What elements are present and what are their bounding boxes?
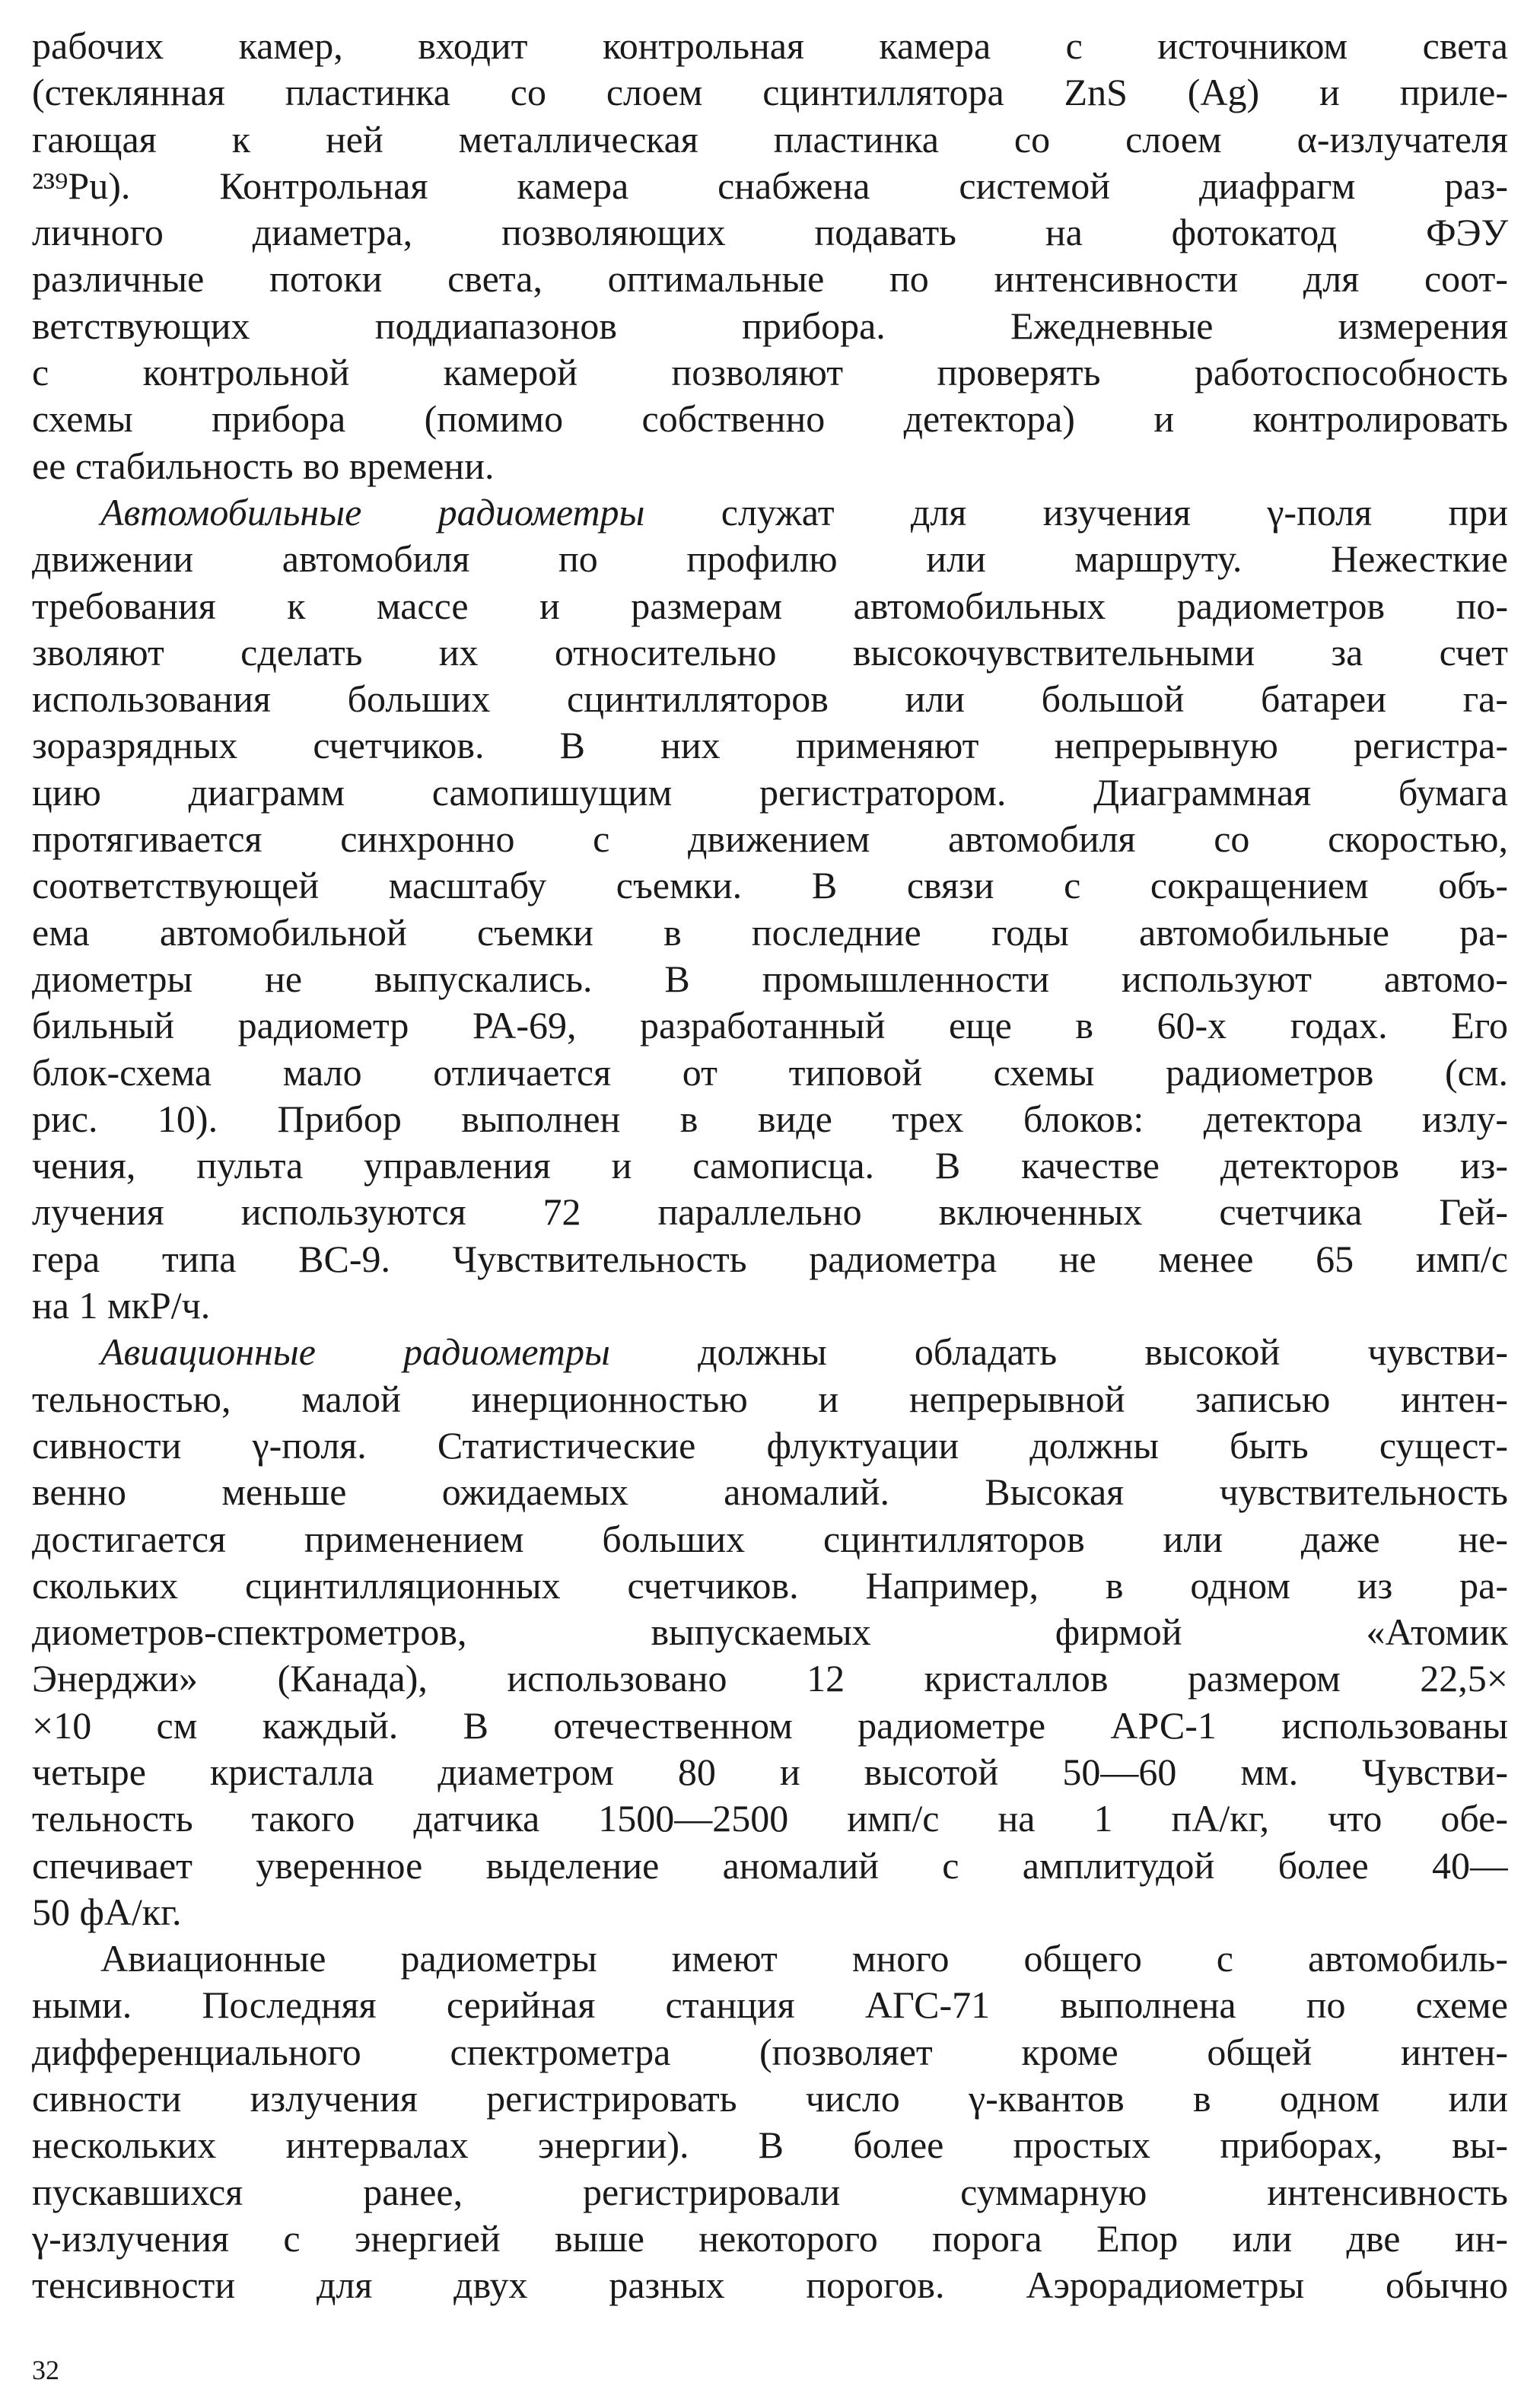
text-line: рабочих камер, входит контрольная камера с источником света: [32, 24, 1508, 67]
text-line: диометров-спектрометров, выпускаемых фирмой «Атомик: [32, 1610, 1508, 1654]
text-line: тенсивности для двух разных порогов. Аэрорадиометры обычно: [32, 2264, 1508, 2307]
text-line: ²³⁹Pu). Контрольная камера снабжена системой диафрагм раз-: [32, 164, 1508, 207]
text-line: цию диаграмм самопишущим регистратором. Диаграммная бумага: [32, 770, 1508, 814]
text-line: соответствующей масштабу съемки. В связи с сокращением объ-: [32, 864, 1508, 907]
page-number: 32: [32, 2356, 59, 2383]
text-line: ными. Последняя серийная станция АГС-71 выполнена по схеме: [32, 1983, 1508, 2027]
text-line: скольких сцинтилляционных счетчиков. Например, в одном из ра-: [32, 1563, 1508, 1607]
paragraph-car-radiometers: [32, 489, 1508, 1329]
page-body: [32, 23, 1508, 2309]
text-line: спечивает уверенное выделение аномалий с амплитудой более 40—: [32, 1843, 1508, 1887]
text-line: с контрольной камерой позволяют проверять работоспособность: [32, 351, 1508, 394]
text-line: 50 фА/кг.: [32, 1890, 182, 1933]
text-line: нескольких интервалах энергии). В более простых приборах, вы-: [32, 2123, 1508, 2167]
text-line: различные потоки света, оптимальные по интенсивности для соот-: [32, 257, 1508, 301]
paragraph-aviation-radiometers: [32, 1329, 1508, 1935]
text-line: блок-схема мало отличается от типовой схемы радиометров (см.: [32, 1050, 1508, 1094]
text-line: γ-излучения с энергией выше некоторого порога Eпор или две ин-: [32, 2216, 1508, 2260]
text-line: сивности γ-поля. Статистические флуктуации должны быть сущест-: [32, 1423, 1508, 1467]
text-line: личного диаметра, позволяющих подавать на фотокатод ФЭУ: [32, 211, 1508, 254]
text-line: достигается применением больших сцинтилляторов или даже не-: [32, 1517, 1508, 1560]
text-line: гающая к ней металлическая пластинка со слоем α-излучателя: [32, 117, 1508, 161]
text-line: рис. 10). Прибор выполнен в виде трех блоков: детектора излу-: [32, 1097, 1508, 1140]
text-line: сивности излучения регистрировать число γ-квантов в одном или: [32, 2077, 1508, 2120]
text-line: движении автомобиля по профилю или маршруту. Нежесткие: [32, 537, 1508, 581]
text-fragment: служат для изучения γ-поля при: [644, 490, 1508, 534]
text-line: [32, 489, 1508, 536]
text-line: зоразрядных счетчиков. В них применяют непрерывную регистра-: [32, 724, 1508, 767]
text-line: дифференциального спектрометра (позволяет кроме общей интен-: [32, 2030, 1508, 2073]
text-line: гера типа ВС-9. Чувствительность радиометра не менее 65 имп/с: [32, 1237, 1508, 1280]
text-line: четыре кристалла диаметром 80 и высотой 50—60 мм. Чувстви-: [32, 1750, 1508, 1793]
paragraph-aviation-vs-car: [32, 1935, 1508, 2308]
text-line: требования к массе и размерам автомобильных радиометров по-: [32, 584, 1508, 627]
text-line: ветствующих поддиапазонов прибора. Ежедневные измерения: [32, 304, 1508, 347]
italic-term: Автомобильные радиометры: [100, 490, 645, 534]
text-line: протягивается синхронно с движением автомобиля со скоростью,: [32, 817, 1508, 861]
text-line: диометры не выпускались. В промышленности используют автомо-: [32, 957, 1508, 1000]
text-line: ема автомобильной съемки в последние годы автомобильные ра-: [32, 910, 1508, 954]
text-line: ×10 см каждый. В отечественном радиометре АРС-1 использованы: [32, 1703, 1508, 1747]
text-line: лучения используются 72 параллельно включенных счетчика Гей-: [32, 1190, 1508, 1234]
paragraph-control-chamber: [32, 23, 1508, 489]
text-line: схемы прибора (помимо собственно детектора) и контролировать: [32, 397, 1508, 441]
text-line: бильный радиометр РА-69, разработанный еще в 60-х годах. Его: [32, 1004, 1508, 1047]
text-fragment: должны обладать высокой чувстви-: [609, 1330, 1508, 1374]
italic-term: Авиационные радиометры: [100, 1330, 610, 1374]
text-line: тельностью, малой инерционностью и непрерывной записью интен-: [32, 1377, 1508, 1420]
text-line: на 1 мкР/ч.: [32, 1284, 211, 1327]
text-line: Энерджи» (Канада), использовано 12 кристаллов размером 22,5×: [32, 1657, 1508, 1700]
text-line: ее стабильность во времени.: [32, 444, 495, 487]
text-line: Авиационные радиометры имеют много общего с автомобиль-: [100, 1937, 1508, 1980]
text-line: чения, пульта управления и самописца. В качестве детекторов из-: [32, 1144, 1508, 1187]
text-line: [32, 1329, 1508, 1375]
text-line: тельность такого датчика 1500—2500 имп/с на 1 пА/кг, что обе-: [32, 1797, 1508, 1840]
text-line: зволяют сделать их относительно высокочувствительными за счет: [32, 630, 1508, 674]
text-line: (стеклянная пластинка со слоем сцинтиллятора ZnS (Ag) и приле-: [32, 71, 1508, 114]
text-line: венно меньше ожидаемых аномалий. Высокая чувствительность: [32, 1470, 1508, 1514]
text-line: использования больших сцинтилляторов или большой батареи га-: [32, 677, 1508, 721]
text-line: пускавшихся ранее, регистрировали суммарную интенсивность: [32, 2170, 1508, 2213]
